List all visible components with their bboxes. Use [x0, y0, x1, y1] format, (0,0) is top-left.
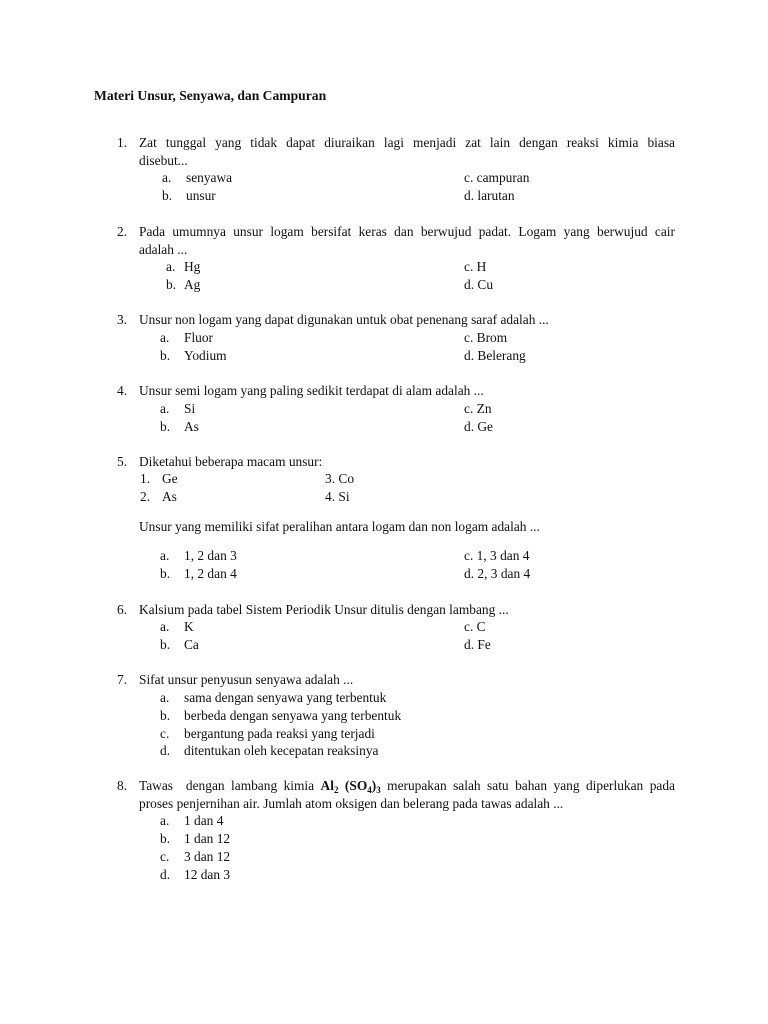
- option-letter: d.: [160, 867, 171, 882]
- option-letter: b.: [162, 188, 173, 203]
- option-c: c. Brom: [464, 330, 508, 345]
- option-c: c. Zn: [464, 401, 492, 416]
- option-text: 1, 2 dan 4: [184, 566, 237, 581]
- formula-close-subscript: 3: [376, 785, 381, 795]
- question-line-start: Tawas dengan lambang kimia: [139, 778, 321, 793]
- option-text: bergantung pada reaksi yang terjadi: [184, 726, 375, 741]
- option-text: Ag: [184, 277, 201, 292]
- option-c: c. C: [464, 619, 486, 634]
- option-letter: c.: [160, 849, 170, 864]
- list-number: 2.: [140, 489, 151, 504]
- option-text: 1 dan 12: [184, 831, 231, 846]
- question-line: adalah ...: [139, 242, 188, 257]
- option-letter: b.: [160, 566, 171, 581]
- question-number: 7.: [117, 672, 128, 687]
- chemical-formula: [321, 778, 381, 793]
- formula-so: (SO: [344, 778, 368, 793]
- question-number: 8.: [117, 778, 128, 793]
- question-number: 1.: [117, 135, 128, 150]
- option-letter: a.: [162, 170, 172, 185]
- formula-al-subscript: 2: [333, 785, 339, 795]
- option-letter: c.: [160, 726, 170, 741]
- question-line: Unsur non logam yang dapat digunakan untuk obat penenang saraf adalah ...: [139, 312, 549, 327]
- option-letter: a.: [160, 330, 170, 345]
- option-letter: b.: [160, 708, 171, 723]
- option-text: ditentukan oleh kecepatan reaksinya: [184, 743, 379, 758]
- option-letter: b.: [160, 831, 171, 846]
- option-c: c. 1, 3 dan 4: [464, 548, 530, 563]
- option-d: d. Cu: [464, 277, 494, 292]
- question-line: Unsur semi logam yang paling sedikit terdapat di alam adalah ...: [139, 383, 484, 398]
- option-letter: a.: [160, 690, 170, 705]
- option-letter: a.: [160, 813, 170, 828]
- option-text: K: [184, 619, 194, 634]
- option-letter: b.: [160, 419, 171, 434]
- option-d: d. 2, 3 dan 4: [464, 566, 531, 581]
- option-text: 3 dan 12: [184, 849, 231, 864]
- list-text: As: [162, 489, 177, 504]
- option-text: Hg: [184, 259, 201, 274]
- question-number: 3.: [117, 312, 128, 327]
- element-list-item: 4. Si: [325, 489, 350, 504]
- option-letter: b.: [160, 637, 171, 652]
- formula-close: ): [371, 778, 377, 793]
- question-line: Sifat unsur penyusun senyawa adalah ...: [139, 672, 354, 687]
- option-letter: b.: [166, 277, 177, 292]
- question-number: 6.: [117, 602, 128, 617]
- formula-so-subscript: 4: [367, 785, 372, 795]
- question-number: 2.: [117, 224, 128, 239]
- question-number: 5.: [117, 454, 128, 469]
- option-d: d. Ge: [464, 419, 494, 434]
- option-text: berbeda dengan senyawa yang terbentuk: [184, 708, 402, 723]
- option-d: d. Fe: [464, 637, 491, 652]
- option-text: 12 dan 3: [184, 867, 231, 882]
- option-d: d. larutan: [464, 188, 515, 203]
- option-d: d. Belerang: [464, 348, 526, 363]
- option-letter: d.: [160, 743, 171, 758]
- option-text: sama dengan senyawa yang terbentuk: [184, 690, 387, 705]
- formula-al: Al: [320, 778, 334, 793]
- option-text: senyawa: [186, 170, 233, 185]
- question-line: Diketahui beberapa macam unsur:: [139, 454, 323, 469]
- option-c: c. H: [464, 259, 487, 274]
- question-line: Zat tunggal yang tidak dapat diuraikan lagi menjadi zat lain dengan reaksi kimia biasa: [139, 135, 675, 150]
- page-title: Materi Unsur, Senyawa, dan Campuran: [94, 88, 327, 103]
- option-text: Yodium: [184, 348, 227, 363]
- question-line: Kalsium pada tabel Sistem Periodik Unsur ditulis dengan lambang ...: [139, 602, 509, 617]
- option-text: As: [184, 419, 199, 434]
- list-text: Ge: [162, 471, 178, 486]
- option-text: Fluor: [184, 330, 214, 345]
- question-line-end: merupakan salah satu bahan yang diperlukan pada: [380, 778, 675, 793]
- option-letter: a.: [160, 401, 170, 416]
- question-line: [139, 777, 675, 795]
- question-line: proses penjernihan air. Jumlah atom oksigen dan belerang pada tawas adalah ...: [139, 796, 564, 811]
- option-text: Si: [184, 401, 196, 416]
- option-text: 1 dan 4: [184, 813, 224, 828]
- question-line: disebut...: [139, 153, 188, 168]
- option-text: unsur: [186, 188, 216, 203]
- option-letter: a.: [160, 548, 170, 563]
- question-line: Pada umumnya unsur logam bersifat keras dan berwujud padat. Logam yang berwujud cair: [139, 224, 675, 239]
- question-line: Unsur yang memiliki sifat peralihan antara logam dan non logam adalah ...: [139, 519, 540, 534]
- question-number: 4.: [117, 383, 128, 398]
- option-letter: a.: [160, 619, 170, 634]
- option-c: c. campuran: [464, 170, 530, 185]
- option-letter: b.: [160, 348, 171, 363]
- option-text: 1, 2 dan 3: [184, 548, 237, 563]
- option-letter: a.: [166, 259, 176, 274]
- list-number: 1.: [140, 471, 151, 486]
- option-text: Ca: [184, 637, 199, 652]
- element-list-item: 3. Co: [325, 471, 355, 486]
